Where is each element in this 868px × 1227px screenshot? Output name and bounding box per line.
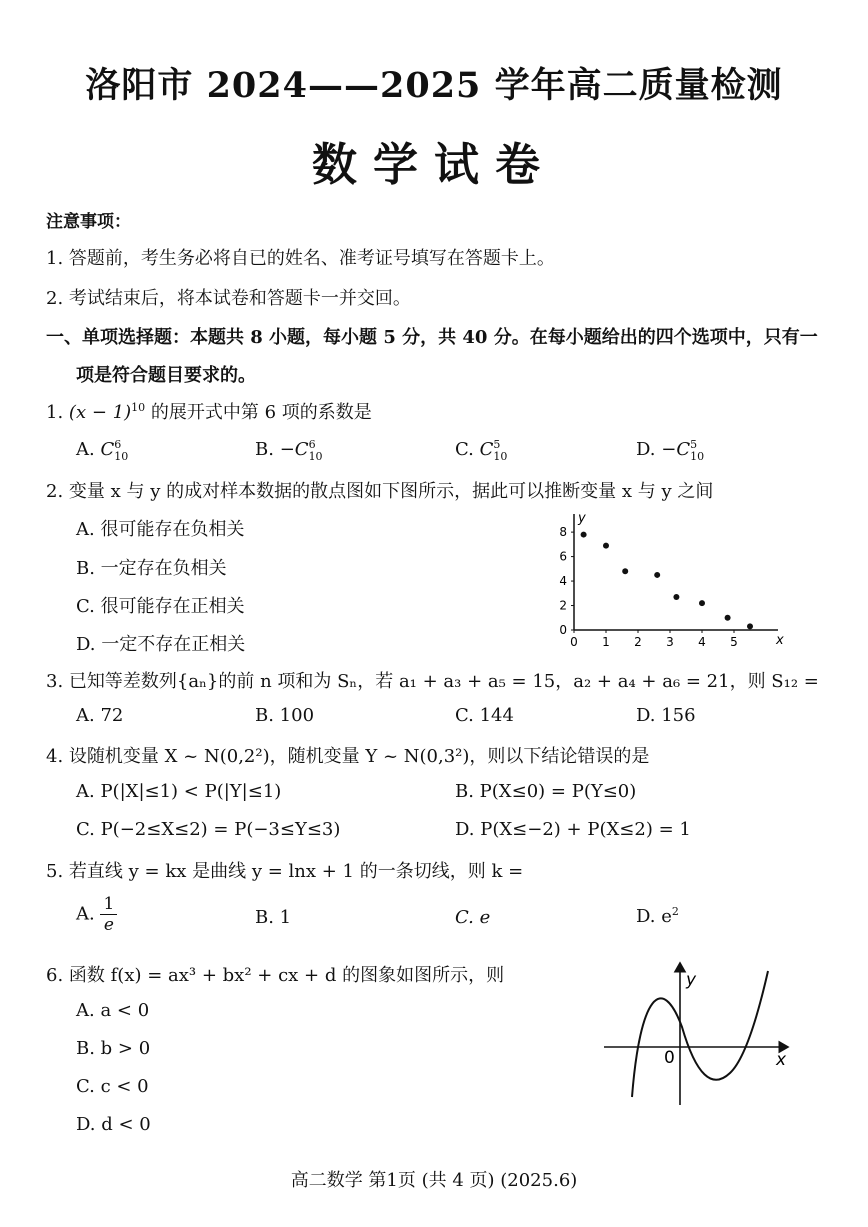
x-tick-label: 3 xyxy=(666,635,674,649)
x-tick-label: 4 xyxy=(698,635,706,649)
scatter-point xyxy=(747,623,753,629)
binomial-exponent: 10 xyxy=(131,401,146,414)
question-4-option-a: A. P(|X|≤1) < P(|Y|≤1) xyxy=(76,781,282,802)
question-4-option-d: D. P(X≤−2) + P(X≤2) = 1 xyxy=(455,819,691,840)
question-text: 的展开式中第 6 项的系数是 xyxy=(150,402,372,423)
exam-title: 洛阳市 2024——2025 学年高二质量检测 xyxy=(85,65,783,106)
x-tick-label: 5 xyxy=(730,635,738,649)
question-6-stem: 6. 函数 f(x) = ax³ + bx² + cx + d 的图象如图所示，则 xyxy=(46,965,505,986)
scatter-y-label: y xyxy=(578,512,586,526)
y-tick-label: 0 xyxy=(559,623,567,637)
scatter-point xyxy=(603,543,609,549)
question-2-option-b: B. 一定存在负相关 xyxy=(76,558,227,579)
question-5-option-c: C. e xyxy=(455,907,491,928)
scatter-point xyxy=(673,594,679,600)
subject-title: 数学试卷 xyxy=(311,138,556,191)
cubic-function-graph xyxy=(600,955,800,1115)
function-curve xyxy=(632,971,768,1097)
x-axis-label: x xyxy=(776,1050,787,1070)
scatter-point xyxy=(725,615,731,621)
scatter-x-label: x xyxy=(776,633,784,648)
scatter-layer xyxy=(559,512,784,649)
scatter-point xyxy=(622,568,628,574)
scatter-point xyxy=(654,572,660,578)
question-4-stem: 4. 设随机变量 X ~ N(0,2²)，随机变量 Y ~ N(0,3²)，则以下结论错误的是 xyxy=(46,746,650,767)
question-6-option-c: C. c < 0 xyxy=(76,1076,149,1097)
x-tick-label: 2 xyxy=(634,635,642,649)
section-instructions-line2: 项是符合题目要求的。 xyxy=(76,365,256,386)
question-number: 1. xyxy=(46,402,64,423)
question-3-option-b: B. 100 xyxy=(255,705,315,726)
y-tick-label: 8 xyxy=(559,525,567,540)
question-5-option-d: D. $e^2$ xyxy=(636,905,679,927)
origin-label: 0 xyxy=(664,1048,675,1068)
notes-heading: 注意事项： xyxy=(46,212,131,232)
question-6-option-b: B. b > 0 xyxy=(76,1038,151,1059)
question-3-option-c: C. 144 xyxy=(455,705,514,726)
question-3-option-d: D. 156 xyxy=(636,705,696,726)
fraction: $\frac{1}{e}$ xyxy=(100,894,117,935)
scatter-point xyxy=(699,600,705,606)
question-3-stem: 3. 已知等差数列{aₙ}的前 n 项和为 Sₙ，若 a₁ + a₃ + a₅ = 15，a₂ + a₄ + a₆ = 21，则 S₁₂ = xyxy=(46,671,819,692)
question-4-option-c: C. P(−2≤X≤2) = P(−3≤Y≤3) xyxy=(76,819,341,840)
question-5-option-b: B. 1 xyxy=(255,907,292,928)
scatter-plot xyxy=(548,512,793,652)
question-1-option-c: C. $C^5_{10}$ xyxy=(455,438,508,463)
note-item-1: 1. 答题前，考生务必将自已的姓名、准考证号填写在答题卡上。 xyxy=(46,248,555,269)
question-1-option-d: D. $-C^5_{10}$ xyxy=(636,438,705,463)
question-2-option-c: C. 很可能存在正相关 xyxy=(76,596,245,617)
question-2-option-d: D. 一定不存在正相关 xyxy=(76,634,246,655)
x-tick-label: 1 xyxy=(602,635,610,649)
question-1-option-b: B. $-C^6_{10}$ xyxy=(255,438,323,463)
question-6-option-a: A. a < 0 xyxy=(76,1000,150,1021)
question-1-stem xyxy=(46,398,372,424)
y-tick-label: 6 xyxy=(559,549,567,564)
binomial-base: (x − 1) xyxy=(68,402,132,423)
question-6-option-d: D. d < 0 xyxy=(76,1114,151,1135)
y-tick-label: 4 xyxy=(559,574,567,589)
y-tick-label: 2 xyxy=(559,598,567,613)
question-2-stem: 2. 变量 x 与 y 的成对样本数据的散点图如下图所示，据此可以推断变量 x 与 y 之间 xyxy=(46,481,714,502)
question-2-option-a: A. 很可能存在负相关 xyxy=(76,519,245,540)
question-3-option-a: A. 72 xyxy=(76,705,124,726)
scatter-point xyxy=(581,532,587,538)
question-4-option-b: B. P(X≤0) = P(Y≤0) xyxy=(455,781,637,802)
note-item-2: 2. 考试结束后，将本试卷和答题卡一并交回。 xyxy=(46,288,411,309)
y-axis-label: y xyxy=(686,970,697,990)
x-tick-label: 0 xyxy=(570,635,578,649)
section-instructions-line1: 一、单项选择题：本题共 8 小题，每小题 5 分，共 40 分。在每小题给出的四个选项中，只有一 xyxy=(46,327,818,348)
page-footer: 高二数学 第1页 (共 4 页) (2025.6) xyxy=(290,1170,578,1191)
question-1-option-a: A. $C^6_{10}$ xyxy=(76,438,129,463)
question-5-stem: 5. 若直线 y = kx 是曲线 y = lnx + 1 的一条切线，则 k = xyxy=(46,861,524,882)
question-5-option-a: A. $\frac{1}{e}$ xyxy=(76,894,117,935)
